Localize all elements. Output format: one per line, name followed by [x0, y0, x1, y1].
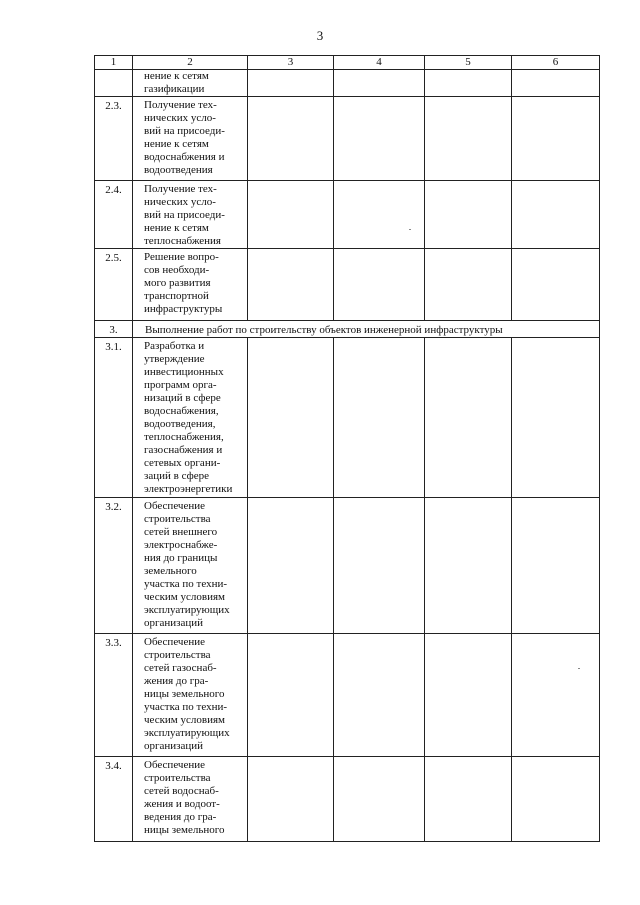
row-number: 2.5.	[95, 249, 133, 321]
section-row	[95, 321, 600, 338]
empty-cell	[512, 249, 600, 321]
page-number: 3	[316, 28, 324, 43]
empty-cell	[248, 70, 334, 97]
column-header: 5	[425, 56, 512, 70]
empty-cell	[425, 70, 512, 97]
empty-cell	[334, 338, 425, 498]
column-header: 4	[334, 56, 425, 70]
row-description: Разработка и утверждение инвестиционных программ орга- низаций в сфере водоснабжения, водоотведения, теплоснабжения, газоснабжения и сетевых органи- заций в сфере электроэнергетики	[133, 338, 248, 498]
table-row	[95, 181, 600, 249]
row-description: Обеспечение строительства сетей газоснаб- жения до гра- ницы земельного участка по техни- ческим условиям эксплуатирующих организаций	[133, 634, 248, 757]
empty-cell	[334, 634, 425, 757]
empty-cell	[425, 97, 512, 181]
row-number: 2.3.	[95, 97, 133, 181]
table-row	[95, 97, 600, 181]
empty-cell	[425, 498, 512, 634]
empty-cell	[248, 634, 334, 757]
empty-cell	[512, 757, 600, 842]
row-description: Получение тех- нических усло- вий на присоеди- нение к сетям теплоснабжения	[133, 181, 248, 249]
empty-cell	[512, 97, 600, 181]
plan-table	[94, 55, 600, 842]
empty-cell	[334, 757, 425, 842]
row-number: 3.1.	[95, 338, 133, 498]
row-number: 3.2.	[95, 498, 133, 634]
empty-cell	[512, 634, 600, 757]
column-header: 3	[248, 56, 334, 70]
empty-cell	[425, 634, 512, 757]
empty-cell	[512, 70, 600, 97]
empty-cell	[334, 70, 425, 97]
row-description: Получение тех- нических усло- вий на присоеди- нение к сетям водоснабжения и водоотведения	[133, 97, 248, 181]
table-row	[95, 757, 600, 842]
empty-cell	[512, 338, 600, 498]
empty-cell	[425, 338, 512, 498]
row-number: 3.3.	[95, 634, 133, 757]
section-title: Выполнение работ по строительству объектов инженерной инфраструктуры	[133, 321, 600, 338]
row-number: 2.4.	[95, 181, 133, 249]
row-description: Обеспечение строительства сетей внешнего электроснабже- ния до границы земельного участка по техни- ческим условиям эксплуатирующих организаций	[133, 498, 248, 634]
empty-cell	[334, 498, 425, 634]
row-description: Решение вопро- сов необходи- мого развития транспортной инфраструктуры	[133, 249, 248, 321]
scan-speck	[409, 229, 411, 230]
empty-cell	[248, 97, 334, 181]
column-header: 6	[512, 56, 600, 70]
empty-cell	[425, 181, 512, 249]
empty-cell	[334, 181, 425, 249]
empty-cell	[334, 249, 425, 321]
table-row	[95, 249, 600, 321]
row-description: нение к сетям газификации	[133, 70, 248, 97]
empty-cell	[334, 97, 425, 181]
row-description: Обеспечение строительства сетей водоснаб- жения и водоот- ведения до гра- ницы земельного	[133, 757, 248, 842]
table-header-row	[95, 56, 600, 70]
empty-cell	[512, 498, 600, 634]
row-number: 3.4.	[95, 757, 133, 842]
empty-cell	[248, 338, 334, 498]
table-row-continued	[95, 70, 600, 97]
empty-cell	[248, 498, 334, 634]
scan-speck	[578, 668, 580, 669]
table-row	[95, 338, 600, 498]
empty-cell	[248, 249, 334, 321]
section-number: 3.	[95, 321, 133, 338]
column-header: 2	[133, 56, 248, 70]
empty-cell	[425, 757, 512, 842]
empty-cell	[512, 181, 600, 249]
column-header: 1	[95, 56, 133, 70]
table-row	[95, 634, 600, 757]
table-row	[95, 498, 600, 634]
row-number-cell	[95, 70, 133, 97]
empty-cell	[248, 181, 334, 249]
empty-cell	[248, 757, 334, 842]
empty-cell	[425, 249, 512, 321]
